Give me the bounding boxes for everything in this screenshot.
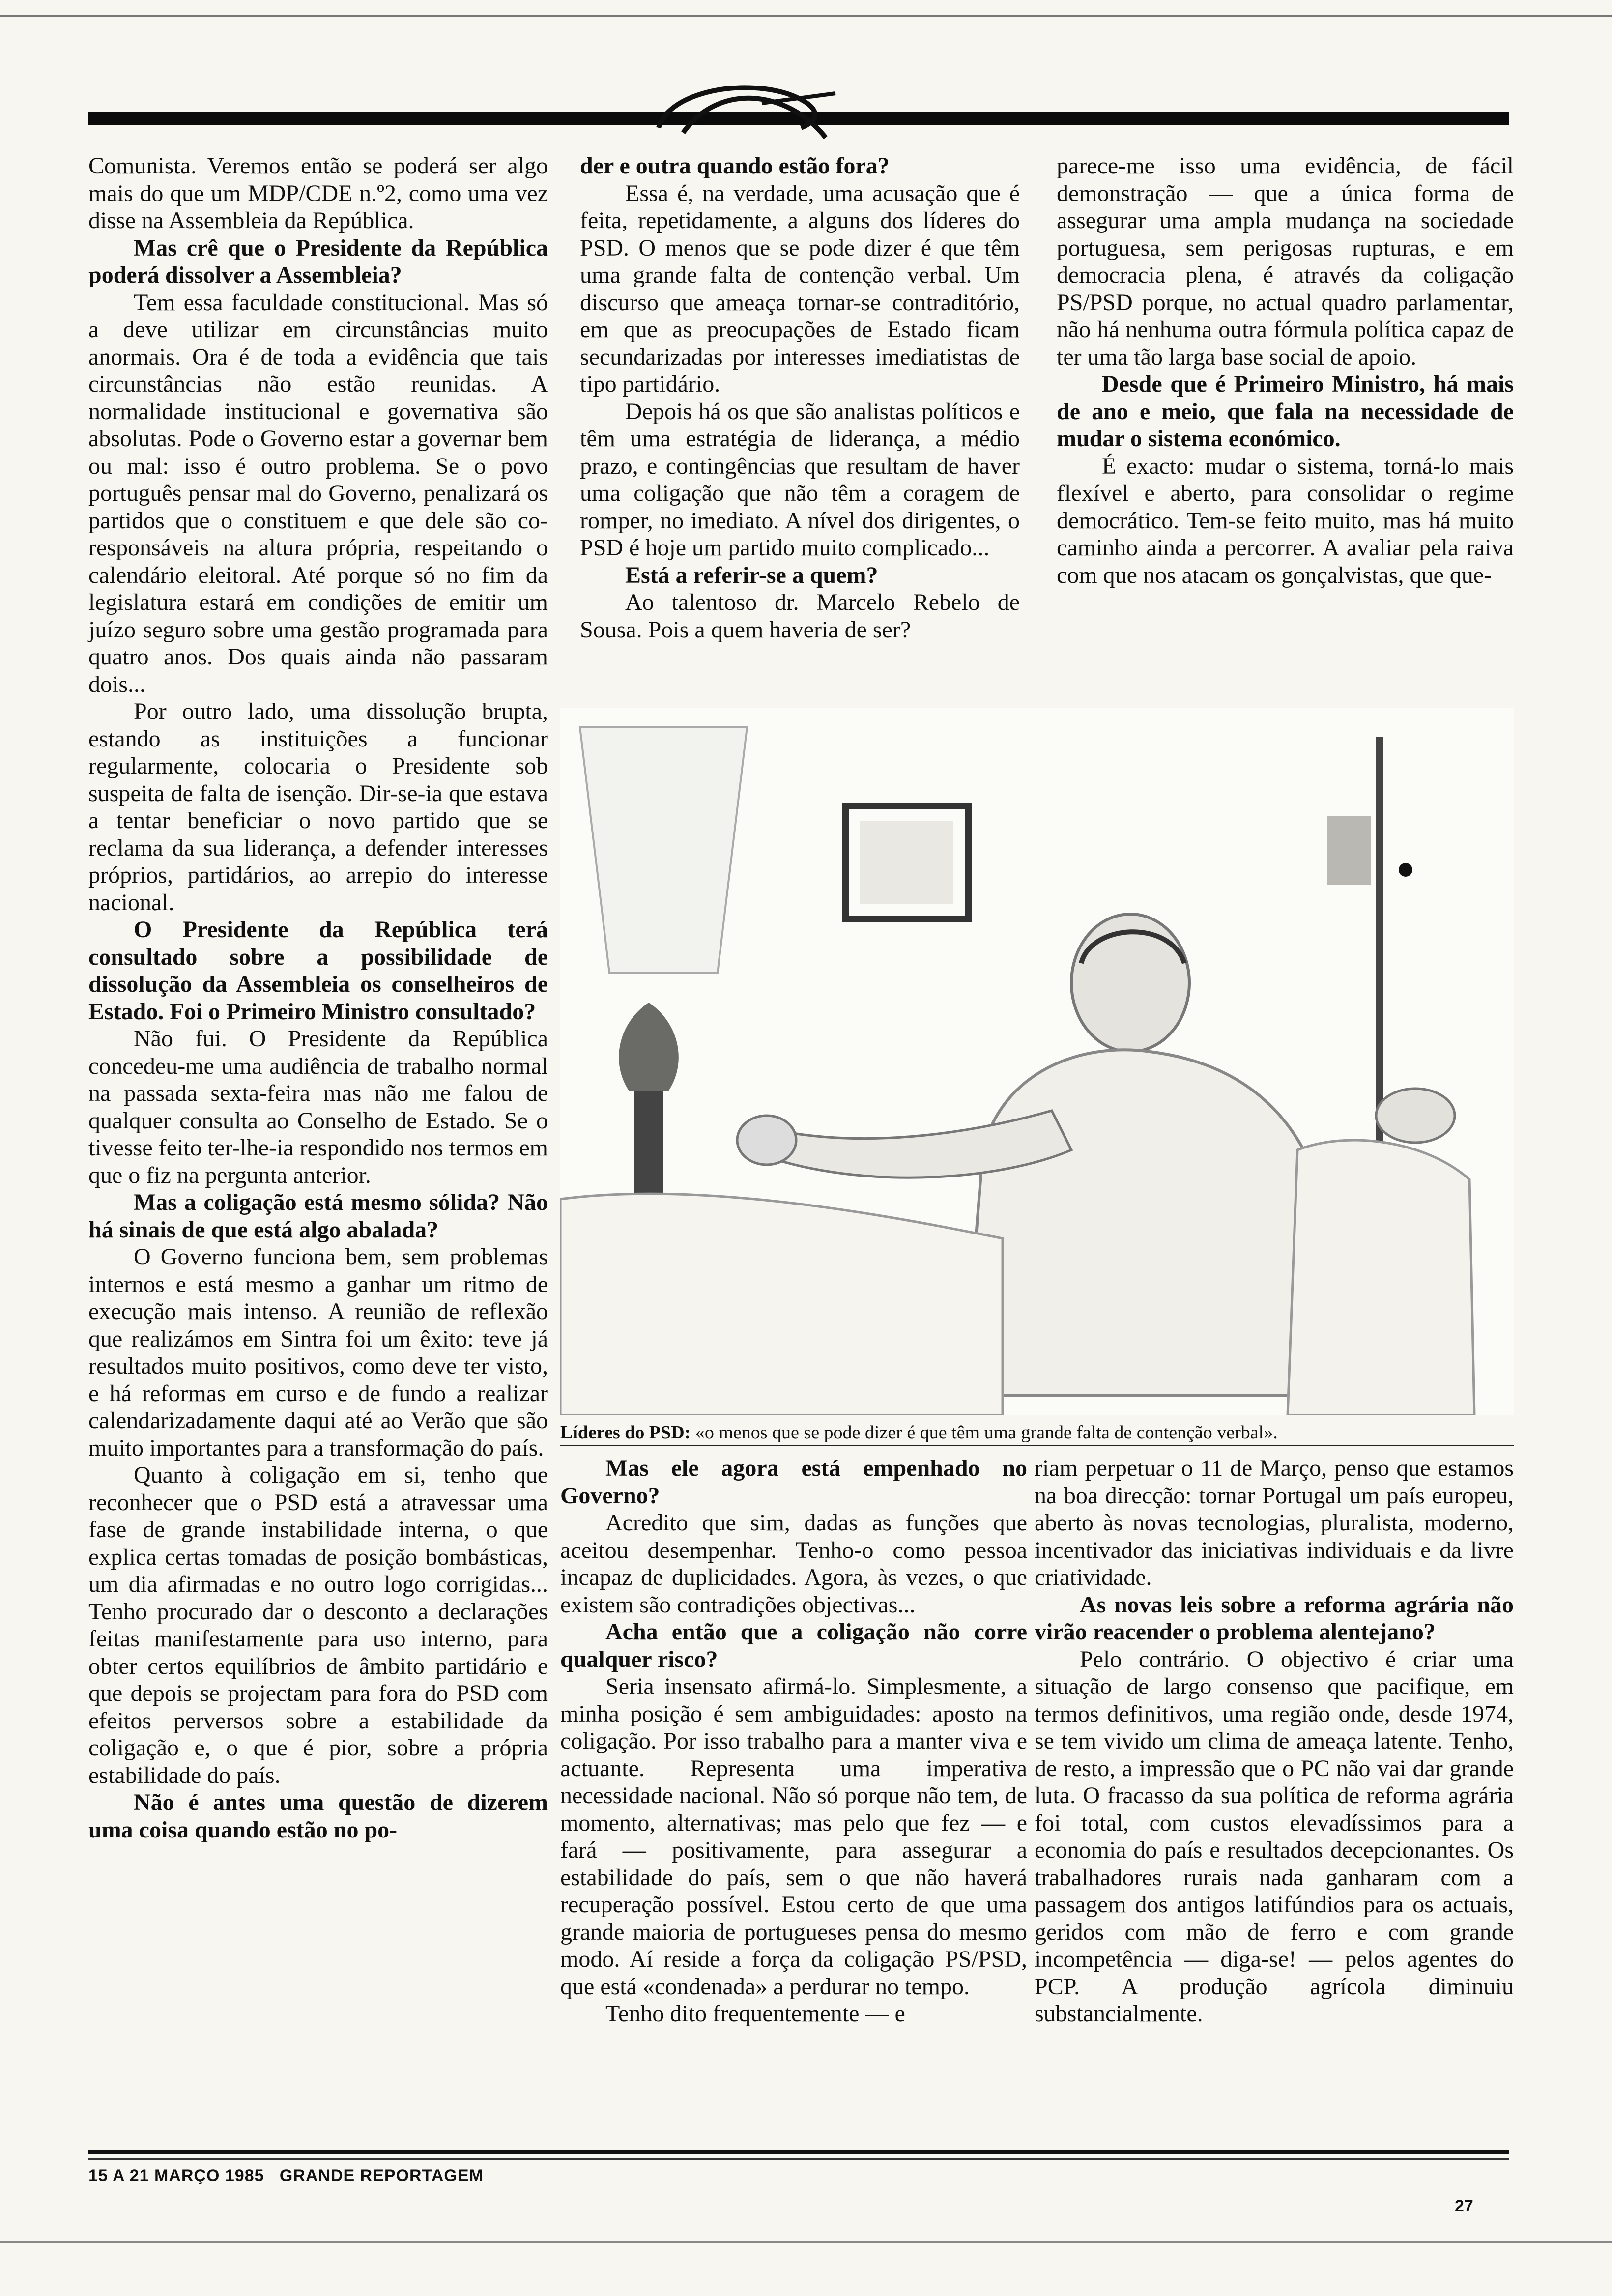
interview-question: Mas crê que o Presidente da República poderá dissolver a Assembleia? xyxy=(88,234,548,288)
interview-answer: Acredito que sim, dadas as funções que aceitou desempenhar. Tenho-o como pessoa incapaz de duplicidades. Agora, às vezes, o que existem são contradições objectivas... xyxy=(560,1510,1027,1618)
interview-answer: Quanto à coligação em si, tenho que reconhecer que o PSD está a atravessar uma fase de grande instabilidade interna, o que explica certas tomadas de posição bombásticas, um dia afirmadas e no outro logo corrigidas... Tenho procurado dar o desconto a declarações feitas manifestamente para uso interno, para obter certos equilíbrios de âmbito partidário e que depois se projectam para fora do PSD com efeitos perversos sobre a estabilidade da coligação e, o que é pior, sobre a própria estabilidade do país. xyxy=(88,1462,548,1788)
interview-answer: Seria insensato afirmá-lo. Simplesmente, a minha posição é sem ambiguidades: aposto na coligação. Por isso trabalho para a manter viva e actuante. Representa uma imperativa necessidade nacional. Não só porque não tem, de momento, alternativas; mas pelo que fez — e fará — positivamente, para assegurar a estabilidade do país, sem o que não haverá recuperação possível. Estou certo de que uma grande maioria de portugueses pensa do mesmo modo. Aí reside a força da coligação PS/PSD, que está «condenada» a perdurar no tempo. xyxy=(560,1673,1027,2000)
interview-question: Desde que é Primeiro Ministro, há mais de ano e meio, que fala na necessidade de mudar o sistema económico. xyxy=(1057,371,1514,452)
footer-rule-thin xyxy=(88,2158,1509,2160)
section-name: GRANDE REPORTAGEM xyxy=(279,2166,484,2185)
interview-answer: Depois há os que são analistas políticos e têm uma estratégia de liderança, a médio prazo, e contingências que resultam de haver uma coligação que não têm a coragem de romper, no imediato. A nível dos dirigentes, o PSD é hoje um partido muito complicado... xyxy=(580,398,1020,561)
column-5 xyxy=(1035,1455,1514,2028)
interview-question: Mas ele agora está empenhado no Governo? xyxy=(560,1455,1027,1509)
interview-question: Acha então que a coligação não corre qualquer risco? xyxy=(560,1619,1027,1672)
crop-mark xyxy=(0,15,1612,17)
article-photo xyxy=(560,708,1514,1415)
interview-answer: Não fui. O Presidente da República concedeu-me uma audiência de trabalho normal na passada sexta-feira mas não me falou de qualquer consulta ao Conselho de Estado. Se o tivesse feito ter-lhe-ia respondido nos termos em que o fiz na pergunta anterior. xyxy=(88,1026,548,1188)
interview-answer: Essa é, na verdade, uma acusação que é feita, repetidamente, a alguns dos líderes do PSD. O menos que se pode dizer é que têm uma grande falta de contenção verbal. Um discurso que ameaça tornar-se contraditório, em que as preocupações de Estado ficam secundarizadas por interesses imediatistas de tipo partidário. xyxy=(580,180,1020,397)
footer-line xyxy=(88,2166,484,2185)
photo-portrait-seated-man-icon xyxy=(560,708,1514,1415)
caption-label: Líderes do PSD: xyxy=(560,1422,691,1443)
footer-rule xyxy=(88,2150,1509,2154)
photo-caption xyxy=(560,1422,1514,1443)
caption-text: «o menos que se pode dizer é que têm uma grande falta de contenção verbal». xyxy=(695,1422,1278,1443)
interview-answer: O Governo funciona bem, sem problemas internos e está mesmo a ganhar um ritmo de execução mais intenso. A reunião de reflexão que realizámos em Sintra foi um êxito: teve já resultados muito positivos, como deve ter visto, e há reformas em curso e de fundo a realizar calendarizadamente daqui até ao Verão que são muito importantes para a transformação do país. xyxy=(88,1244,548,1461)
crop-mark xyxy=(0,2241,1612,2243)
page-number: 27 xyxy=(1455,2197,1473,2215)
interview-answer: Pelo contrário. O objectivo é criar uma situação de largo consenso que pacifique, em termos definitivos, uma região onde, desde 1974, se tem vivido um clima de ameaça latente. Tenho, de resto, a impressão que o PC não vai dar grande luta. O fracasso da sua política de reforma agrária foi total, com custos elevadíssimos para a economia do país e resultados decepcionantes. Os trabalhadores rurais nada ganharam com a passagem dos antigos latifúndios para os actuais, geridos com mão de ferro e com grande incompetência — diga-se! — pelos agentes do PCP. A produção agrícola diminuiu substancialmente. xyxy=(1035,1646,1514,2027)
column-3 xyxy=(1057,152,1514,589)
interview-answer: parece-me isso uma evidência, de fácil demonstração — que a única forma de assegurar uma ampla mudança na sociedade portuguesa, sem perigosas rupturas, e em democracia plena, é através da coligação PS/PSD porque, no actual quadro parlamentar, não há nenhuma outra fórmula política capaz de ter uma tão larga base social de apoio. xyxy=(1057,153,1514,370)
column-4 xyxy=(560,1455,1027,2028)
interview-question: O Presidente da República terá consultado sobre a possibilidade de dissolução da Assembleia os conselheiros de Estado. Foi o Primeiro Ministro consultado? xyxy=(88,917,548,1025)
interview-answer: É exacto: mudar o sistema, torná-lo mais flexível e aberto, para consolidar o regime democrático. Tem-se feito muito, mas há muito caminho ainda a percorrer. A avaliar pela raiva com que nos atacam os gonçalvistas, que que- xyxy=(1057,453,1514,588)
interview-question: der e outra quando estão fora? xyxy=(580,153,890,179)
interview-question: Mas a coligação está mesmo sólida? Não há sinais de que está algo abalada? xyxy=(88,1189,548,1243)
interview-answer: Tem essa faculdade constitucional. Mas só a deve utilizar em circunstâncias muito anormais. Ora é de toda a evidência que tais circunstâncias não estão reunidas. A normalidade institucional e governativa são absolutas. Pode o Governo estar a governar bem ou mal: isso é outro problema. Se o povo português pensar mal do Governo, penalizará os partidos que o constituem e que dele são co-responsáveis na altura própria, respeitando o calendário eleitoral. Até porque só no fim da legislatura estará em condições de emitir um juízo seguro sobre uma gestão programada para quatro anos. Dos quais ainda não passaram dois... xyxy=(88,289,548,697)
interview-question: Está a referir-se a quem? xyxy=(625,562,878,588)
interview-answer: Tenho dito frequentemente — e xyxy=(605,2001,905,2027)
column-2 xyxy=(580,152,1020,643)
interview-answer: Ao talentoso dr. Marcelo Rebelo de Sousa. Pois a quem haveria de ser? xyxy=(580,589,1020,643)
issue-date: 15 A 21 MARÇO 1985 xyxy=(88,2166,264,2185)
caption-rule xyxy=(560,1445,1514,1446)
interview-answer: riam perpetuar o 11 de Março, penso que estamos na boa direcção: tornar Portugal um país europeu, aberto às novas tecnologias, pluralista, moderno, incentivador das iniciativas individuais e da livre criatividade. xyxy=(1035,1455,1514,1590)
interview-question: Não é antes uma questão de dizerem uma coisa quando estão no po- xyxy=(88,1789,548,1843)
interview-answer: Comunista. Veremos então se poderá ser algo mais do que um MDP/CDE n.º2, como uma vez disse na Assembleia da República. xyxy=(88,153,548,233)
interview-answer: Por outro lado, uma dissolução brupta, estando as instituições a funcionar regularmente, colocaria o Presidente sob suspeita de falta de isenção. Dir-se-ia que estava a tentar beneficiar o novo partido que se reclama da sua liderança, a defender interesses próprios, partidários, ao arrepio do interesse nacional. xyxy=(88,698,548,916)
ribbon-ornament-icon xyxy=(639,74,845,152)
column-1 xyxy=(88,152,548,1843)
interview-question: As novas leis sobre a reforma agrária não virão reacender o problema alentejano? xyxy=(1035,1591,1514,1645)
